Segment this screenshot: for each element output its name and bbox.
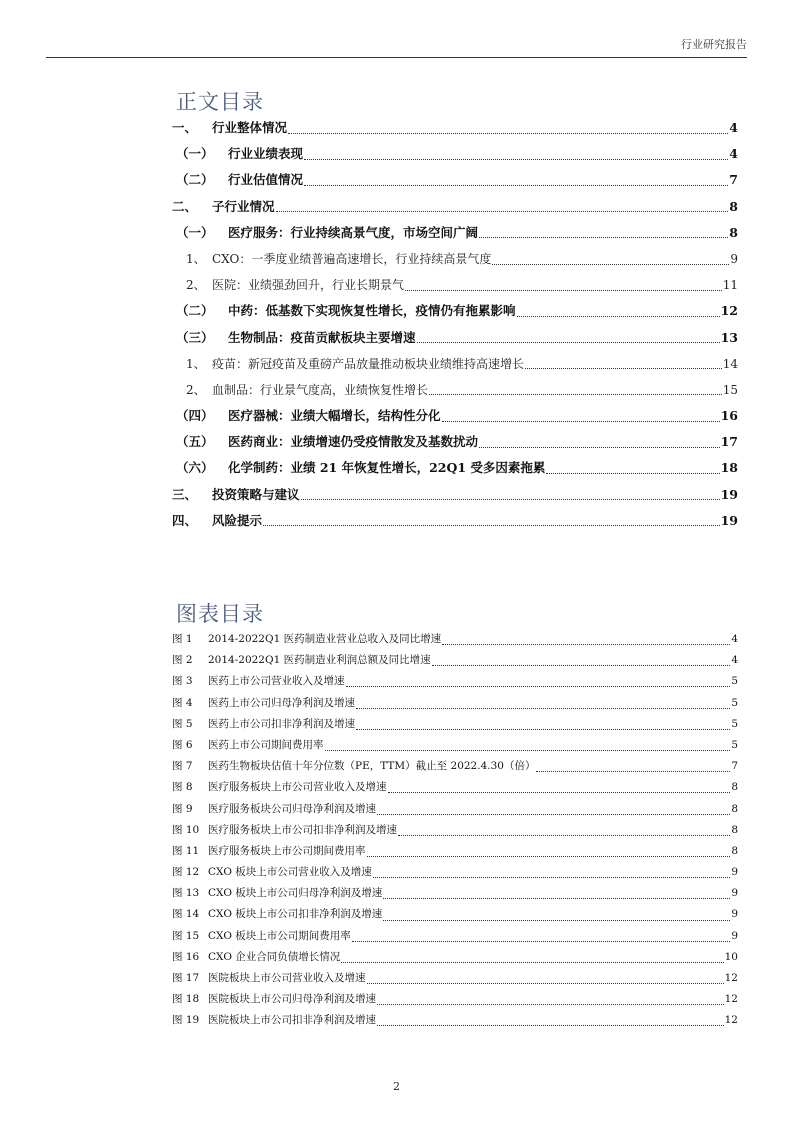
dot-leader (492, 264, 729, 265)
toc-entry[interactable] (172, 194, 738, 220)
figure-entry[interactable] (172, 862, 738, 883)
entry-number: 图 17 (172, 972, 200, 984)
entry-title: CXO 板块上市公司期间费用率 (208, 929, 351, 942)
figure-entry[interactable] (172, 926, 738, 947)
entry-title: 行业业绩表现 (228, 146, 304, 162)
entry-title: 医院板块上市公司归母净利润及增速 (208, 993, 376, 1006)
dot-leader (525, 368, 722, 369)
entry-number: 图 10 (172, 823, 200, 836)
entry-title: 中药：低基数下实现恢复性增长，疫情仍有拖累影响 (228, 303, 516, 319)
entry-number: 图 4 (172, 696, 193, 709)
entry-page-number: 11 (722, 278, 738, 293)
figure-entry[interactable] (172, 756, 738, 777)
entry-page-number: 7 (731, 760, 738, 773)
toc-entry[interactable] (172, 141, 738, 167)
figure-entry[interactable] (172, 989, 738, 1010)
entry-page-number: 9 (731, 866, 738, 879)
figure-entry[interactable] (172, 671, 738, 692)
dot-leader (383, 898, 730, 899)
figure-list-title: 图表目录 (176, 602, 264, 626)
toc-entry[interactable] (172, 325, 738, 351)
entry-page-number: 12 (724, 972, 738, 984)
toc-entry[interactable] (172, 377, 738, 403)
entry-number: 2、 (186, 382, 206, 397)
dot-leader (377, 814, 730, 815)
entry-page-number: 19 (720, 512, 738, 528)
dot-leader (429, 394, 722, 395)
figure-entry[interactable] (172, 883, 738, 904)
entry-page-number: 9 (730, 251, 738, 266)
toc-entry[interactable] (172, 220, 738, 246)
dot-leader (417, 342, 720, 343)
entry-page-number: 12 (724, 993, 738, 1006)
entry-number: 图 18 (172, 993, 200, 1006)
toc-entry[interactable] (172, 246, 738, 272)
entry-number: 图 2 (172, 654, 193, 667)
dot-leader (356, 708, 730, 709)
entry-number: 图 12 (172, 866, 200, 879)
entry-page-number: 5 (731, 696, 738, 709)
dot-leader (405, 290, 722, 291)
dot-leader (377, 1004, 724, 1005)
entry-title: 生物制品：疫苗贡献板块主要增速 (228, 329, 416, 345)
figure-entry[interactable] (172, 714, 738, 735)
entry-page-number: 8 (731, 823, 738, 836)
entry-page-number: 19 (720, 486, 738, 502)
toc-entry[interactable] (172, 351, 738, 377)
figure-entry[interactable] (172, 904, 738, 925)
entry-title: 医院板块上市公司扣非净利润及增速 (208, 1014, 376, 1027)
entry-number: 1、 (186, 251, 206, 266)
entry-page-number: 8 (731, 781, 738, 794)
figure-entry[interactable] (172, 841, 738, 862)
entry-number: （二） (176, 303, 214, 319)
entry-number: 一、 (172, 120, 198, 135)
figure-list (172, 629, 738, 1032)
entry-number: 图 14 (172, 908, 200, 921)
entry-number: （二） (176, 172, 214, 188)
entry-page-number: 18 (720, 460, 738, 476)
entry-title: 医药上市公司营业收入及增速 (208, 675, 345, 688)
toc-entry[interactable] (172, 508, 738, 534)
dot-leader (276, 211, 729, 212)
toc-title: 正文目录 (176, 90, 264, 114)
entry-number: 图 5 (172, 717, 193, 730)
entry-page-number: 8 (731, 844, 738, 857)
entry-title: 疫苗：新冠疫苗及重磅产品放量推动板块业绩维持高速增长 (212, 356, 525, 371)
figure-entry[interactable] (172, 735, 738, 756)
toc-entry[interactable] (172, 429, 738, 455)
entry-number: 图 3 (172, 675, 193, 688)
entry-number: 图 8 (172, 781, 193, 794)
entry-title: 行业估值情况 (228, 172, 304, 188)
entry-title: 医药上市公司归母净利润及增速 (208, 696, 355, 709)
toc-entry[interactable] (172, 403, 738, 429)
entry-page-number: 5 (731, 738, 738, 751)
entry-number: 2、 (186, 278, 206, 293)
figure-entry[interactable] (172, 1010, 738, 1031)
figure-entry[interactable] (172, 799, 738, 820)
dot-leader (442, 644, 730, 645)
entry-title: CXO 板块上市公司营业收入及增速 (208, 866, 372, 879)
entry-title: 医疗服务板块上市公司扣非净利润及增速 (208, 823, 397, 836)
entry-number: （一） (176, 146, 214, 162)
entry-number: （三） (176, 329, 214, 345)
entry-title: 投资策略与建议 (212, 486, 300, 502)
dot-leader (442, 421, 720, 422)
figure-entry[interactable] (172, 947, 738, 968)
entry-number: 二、 (172, 198, 198, 214)
entry-title: 医疗服务板块上市公司期间费用率 (208, 844, 366, 857)
entry-page-number: 15 (722, 382, 738, 397)
entry-title: 医疗服务板块公司归母净利润及增速 (208, 802, 376, 815)
entry-title: 医药生物板块估值十年分位数（PE，TTM）截止至 2022.4.30（倍） (208, 760, 536, 773)
entry-page-number: 9 (731, 929, 738, 942)
entry-page-number: 5 (731, 717, 738, 730)
entry-page-number: 4 (729, 146, 738, 162)
toc-entry[interactable] (172, 298, 738, 324)
dot-leader (536, 771, 730, 772)
entry-number: 图 1 (172, 633, 193, 645)
entry-title: CXO 板块上市公司归母净利润及增速 (208, 887, 383, 900)
page-number: 2 (393, 1080, 400, 1093)
entry-number: 图 11 (172, 844, 200, 857)
dot-leader (377, 1025, 724, 1026)
entry-title: 医疗器械：业绩大幅增长，结构性分化 (228, 408, 441, 424)
dot-leader (263, 525, 720, 526)
entry-title: 血制品：行业景气度高，业绩恢复性增长 (212, 382, 429, 397)
entry-title: 医院板块上市公司营业收入及增速 (208, 972, 366, 984)
entry-title: 医药上市公司期间费用率 (208, 738, 324, 751)
entry-number: 图 16 (172, 950, 200, 963)
entry-title: 2014-2022Q1 医药制造业利润总额及同比增速 (208, 654, 431, 667)
dot-leader (346, 686, 731, 687)
entry-title: 医院：业绩强劲回升，行业长期景气 (212, 278, 405, 293)
toc-entry[interactable] (172, 167, 738, 193)
entry-number: （一） (176, 224, 214, 240)
entry-number: （六） (176, 460, 214, 476)
dot-leader (356, 729, 730, 730)
dot-leader (341, 962, 723, 963)
entry-title: 行业整体情况 (212, 120, 288, 135)
dot-leader (398, 835, 730, 836)
entry-page-number: 13 (720, 329, 738, 345)
figure-entry[interactable] (172, 968, 738, 989)
figure-entry[interactable] (172, 650, 738, 671)
entry-page-number: 8 (731, 802, 738, 815)
entry-title: 医疗服务板块上市公司营业收入及增速 (208, 781, 387, 794)
entry-number: 图 15 (172, 929, 200, 942)
entry-title: 风险提示 (212, 512, 263, 528)
report-type-label: 行业研究报告 (681, 38, 747, 51)
dot-leader (288, 133, 728, 134)
entry-title: 医药上市公司扣非净利润及增速 (208, 717, 355, 730)
dot-leader (479, 447, 720, 448)
entry-number: （五） (176, 434, 214, 450)
figure-entry[interactable] (172, 693, 738, 714)
toc-entry[interactable] (172, 455, 738, 481)
dot-leader (479, 237, 728, 238)
toc-entry[interactable] (172, 272, 738, 298)
figure-entry[interactable] (172, 777, 738, 798)
entry-number: （四） (176, 408, 214, 424)
header-divider (46, 57, 747, 58)
toc-entry[interactable] (172, 482, 738, 508)
entry-page-number: 14 (722, 356, 738, 371)
entry-number: 四、 (172, 512, 198, 528)
dot-leader (367, 983, 724, 984)
entry-number: 图 6 (172, 738, 193, 751)
entry-title: CXO 企业合同负债增长情况 (208, 950, 341, 963)
entry-page-number: 10 (724, 950, 738, 963)
dot-leader (325, 750, 731, 751)
entry-page-number: 4 (731, 654, 738, 667)
entry-page-number: 17 (720, 434, 738, 450)
entry-title: CXO 板块上市公司扣非净利润及增速 (208, 908, 383, 921)
dot-leader (367, 856, 731, 857)
dot-leader (304, 185, 728, 186)
entry-page-number: 4 (731, 633, 738, 645)
toc-list (172, 115, 738, 534)
dot-leader (352, 941, 731, 942)
entry-page-number: 16 (720, 408, 738, 424)
entry-page-number: 5 (731, 675, 738, 688)
entry-title: 化学制药：业绩 21 年恢复性增长，22Q1 受多因素拖累 (228, 460, 546, 476)
entry-title: 医疗服务：行业持续高景气度，市场空间广阔 (228, 224, 479, 240)
dot-leader (546, 473, 719, 474)
entry-number: 图 13 (172, 887, 200, 900)
entry-page-number: 4 (729, 120, 738, 135)
dot-leader (304, 159, 728, 160)
entry-title: 2014-2022Q1 医药制造业营业总收入及同比增速 (208, 633, 442, 645)
entry-page-number: 12 (724, 1014, 738, 1027)
entry-page-number: 9 (731, 908, 738, 921)
entry-number: 三、 (172, 486, 198, 502)
entry-page-number: 9 (731, 887, 738, 900)
entry-number: 图 19 (172, 1014, 200, 1027)
entry-page-number: 8 (729, 198, 738, 214)
entry-page-number: 7 (729, 172, 738, 188)
dot-leader (517, 316, 720, 317)
figure-entry[interactable] (172, 820, 738, 841)
dot-leader (388, 792, 731, 793)
entry-page-number: 8 (729, 224, 738, 240)
dot-leader (432, 665, 731, 666)
toc-entry[interactable] (172, 115, 738, 141)
entry-page-number: 12 (720, 303, 738, 319)
dot-leader (301, 499, 720, 500)
entry-title: 医药商业：业绩增速仍受疫情散发及基数扰动 (228, 434, 479, 450)
entry-number: 图 9 (172, 802, 193, 815)
dot-leader (373, 877, 731, 878)
dot-leader (383, 920, 730, 921)
entry-number: 1、 (186, 356, 206, 371)
entry-title: CXO：一季度业绩普遍高速增长，行业持续高景气度 (212, 251, 492, 266)
entry-title: 子行业情况 (212, 198, 275, 214)
figure-entry[interactable] (172, 629, 738, 650)
entry-number: 图 7 (172, 760, 193, 773)
